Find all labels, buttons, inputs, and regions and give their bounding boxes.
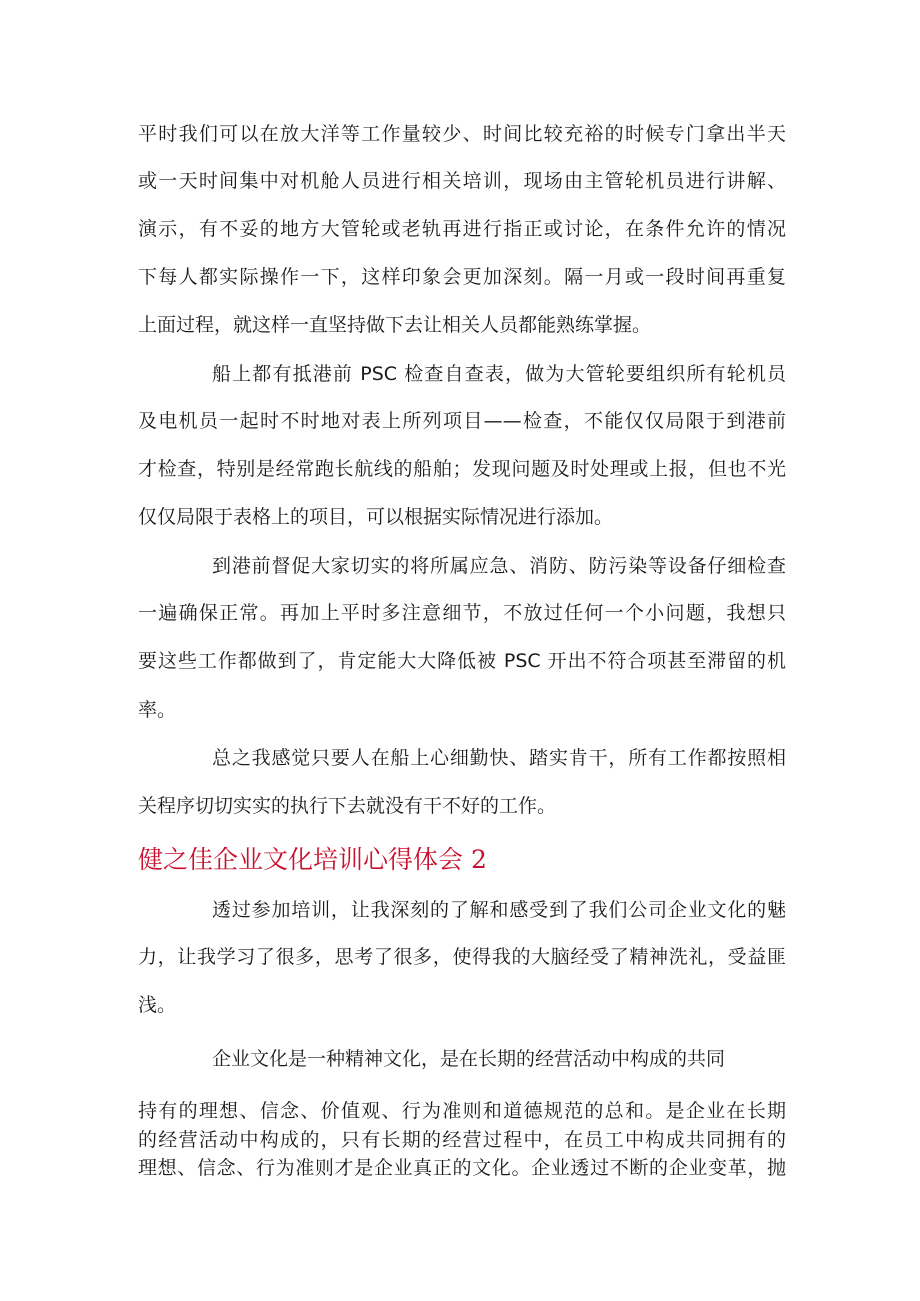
paragraph-1-line-4: 下每人都实际操作一下，这样印象会更加深刻。隔一月或一段时间再重复 — [138, 266, 786, 288]
paragraph-3-line-3: 要这些工作都做到了，肯定能大大降低被 PSC 开出不符合项甚至滞留的机 — [138, 650, 786, 672]
section-heading: 健之佳企业文化培训心得体会 2 — [138, 845, 487, 874]
section2-paragraph-1-line-1: 透过参加培训，让我深刻的了解和感受到了我们公司企业文化的魅 — [212, 899, 786, 921]
paragraph-2-line-2: 及电机员一起时不时地对表上所列项目——检查，不能仅仅局限于到港前 — [138, 410, 786, 432]
paragraph-3-line-4: 率。 — [138, 699, 177, 721]
section2-paragraph-1-line-2: 力，让我学习了很多，思考了很多，使得我的大脑经受了精神洗礼，受益匪 — [138, 946, 786, 968]
paragraph-1-line-2: 或一天时间集中对机舱人员进行相关培训，现场由主管轮机员进行讲解、 — [138, 170, 786, 192]
section2-paragraph-1-line-3: 浅。 — [138, 994, 177, 1016]
paragraph-3-line-2: 一遍确保正常。再加上平时多注意细节，不放过任何一个小问题，我想只 — [138, 602, 786, 624]
paragraph-1-line-5: 上面过程，就这样一直坚持做下去让相关人员都能熟练掌握。 — [138, 314, 652, 336]
paragraph-2-line-3: 才检查，特别是经常跑长航线的船舶；发现问题及时处理或上报，但也不光 — [138, 458, 786, 480]
paragraph-1-line-1: 平时我们可以在放大洋等工作量较少、时间比较充裕的时候专门拿出半天 — [138, 123, 786, 145]
paragraph-4-line-1: 总之我感觉只要人在船上心细勤快、踏实肯干，所有工作都按照相 — [212, 747, 786, 769]
section2-paragraph-2-line-1: 企业文化是一种精神文化，是在长期的经营活动中构成的共同 — [212, 1048, 726, 1070]
section2-paragraph-3-line-2: 的经营活动中构成的，只有长期的经营过程中，在员工中构成共同拥有的 — [138, 1129, 786, 1151]
paragraph-4-line-2: 关程序切切实实的执行下去就没有干不好的工作。 — [138, 795, 557, 817]
paragraph-2-line-1: 船上都有抵港前 PSC 检查自查表，做为大管轮要组织所有轮机员 — [212, 363, 786, 385]
paragraph-2-line-4: 仅仅局限于表格上的项目，可以根据实际情况进行添加。 — [138, 506, 614, 528]
paragraph-3-line-1: 到港前督促大家切实的将所属应急、消防、防污染等设备仔细检查 — [212, 555, 786, 577]
section2-paragraph-3-line-1: 持有的理想、信念、价值观、行为准则和道德规范的总和。是企业在长期 — [138, 1100, 786, 1122]
paragraph-1-line-3: 演示，有不妥的地方大管轮或老轨再进行指正或讨论，在条件允许的情况 — [138, 218, 786, 240]
section2-paragraph-3-line-3: 理想、信念、行为准则才是企业真正的文化。企业透过不断的企业变革，抛 — [138, 1157, 786, 1179]
